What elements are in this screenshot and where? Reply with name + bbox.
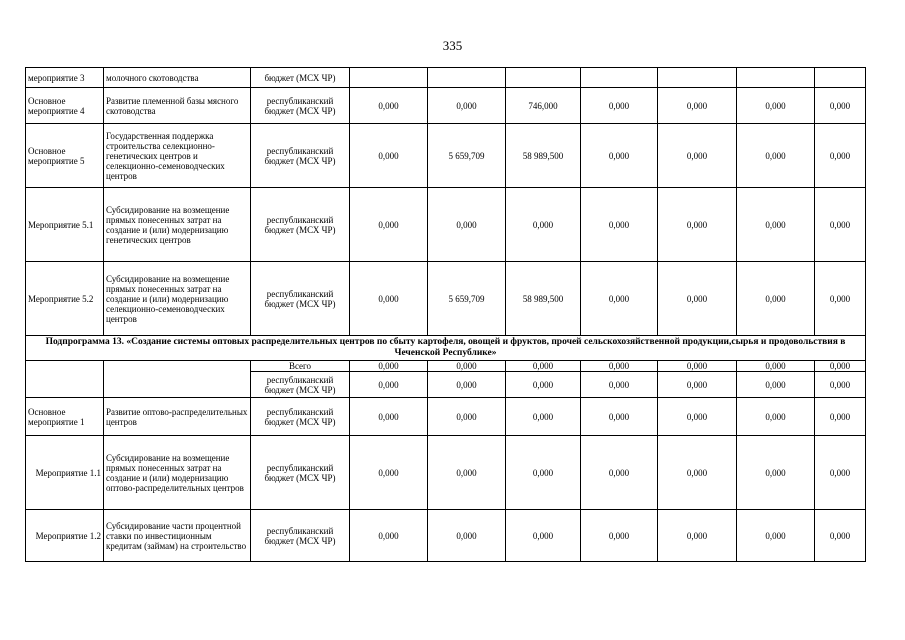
event-description: Субсидирование на возмещение прямых понесенных затрат на создание и (или) модернизацию селекционно-семеноводческих центров [104,262,251,336]
event-description: Субсидирование части процентной ставки по инвестиционным кредитам (займам) на строительство [104,510,251,562]
value-cell: 0,000 [428,361,506,372]
value-cell: 5 659,709 [428,124,506,188]
value-cell: 0,000 [658,398,737,436]
value-cell: 0,000 [581,124,658,188]
value-cell: 0,000 [350,88,428,124]
table-row [26,88,866,124]
value-cell: 0,000 [658,510,737,562]
value-cell: 0,000 [581,188,658,262]
event-name: Мероприятие 5.2 [26,262,104,336]
value-cell: 0,000 [737,124,815,188]
value-cell: 0,000 [737,372,815,398]
value-cell: 5 659,709 [428,262,506,336]
value-cell: 0,000 [350,436,428,510]
event-name: Основное мероприятие 5 [26,124,104,188]
event-name: Основное мероприятие 4 [26,88,104,124]
value-cell: 0,000 [581,262,658,336]
value-cell: 0,000 [815,88,866,124]
event-description: Развитие оптово-распределительных центров [104,398,251,436]
value-cell: 0,000 [428,88,506,124]
value-cell: 0,000 [737,510,815,562]
value-cell: 0,000 [737,361,815,372]
value-cell: 0,000 [506,372,581,398]
value-cell: 0,000 [737,88,815,124]
value-cell: 0,000 [815,124,866,188]
table-row [26,124,866,188]
value-cell: 58 989,500 [506,262,581,336]
value-cell: 0,000 [428,510,506,562]
value-cell: 0,000 [506,188,581,262]
event-name: Мероприятие 1.1 [26,436,104,510]
funding-source: Всего [251,361,350,372]
page-number: 335 [442,38,463,53]
value-cell [737,68,815,88]
value-cell: 0,000 [737,398,815,436]
value-cell: 0,000 [350,188,428,262]
funding-source: республиканский бюджет (МСХ ЧР) [251,436,350,510]
table-row [26,262,866,336]
value-cell: 0,000 [815,510,866,562]
value-cell: 0,000 [428,372,506,398]
event-description: Субсидирование на возмещение прямых понесенных затрат на создание и (или) модернизацию генетических центров [104,188,251,262]
value-cell: 0,000 [428,436,506,510]
value-cell: 0,000 [658,436,737,510]
value-cell: 0,000 [581,88,658,124]
value-cell: 746,000 [506,88,581,124]
table-row [26,398,866,436]
value-cell: 0,000 [350,398,428,436]
value-cell [506,68,581,88]
value-cell: 0,000 [506,361,581,372]
value-cell: 0,000 [350,361,428,372]
value-cell: 0,000 [658,372,737,398]
value-cell: 0,000 [815,262,866,336]
subprogram-title-row [26,336,866,361]
value-cell: 0,000 [350,372,428,398]
value-cell: 0,000 [658,124,737,188]
funding-source: республиканский бюджет (МСХ ЧР) [251,372,350,398]
value-cell [350,68,428,88]
empty-cell [26,361,104,398]
event-name: Мероприятие 1.2 [26,510,104,562]
value-cell: 0,000 [506,436,581,510]
value-cell [581,68,658,88]
funding-source: бюджет (МСХ ЧР) [251,68,350,88]
value-cell: 0,000 [737,188,815,262]
funding-source: республиканский бюджет (МСХ ЧР) [251,262,350,336]
funding-source: республиканский бюджет (МСХ ЧР) [251,510,350,562]
value-cell [815,68,866,88]
value-cell: 0,000 [350,124,428,188]
value-cell [428,68,506,88]
value-cell: 0,000 [815,372,866,398]
event-description: Субсидирование на возмещение прямых понесенных затрат на создание и (или) модернизацию оптово-распределительных центров [104,436,251,510]
value-cell: 0,000 [581,436,658,510]
value-cell: 0,000 [506,398,581,436]
value-cell: 0,000 [737,262,815,336]
value-cell: 0,000 [815,188,866,262]
value-cell: 0,000 [506,510,581,562]
value-cell: 0,000 [581,372,658,398]
funding-source: республиканский бюджет (МСХ ЧР) [251,124,350,188]
table-row [26,436,866,510]
empty-cell [104,361,251,398]
budget-table [25,67,866,562]
value-cell: 58 989,500 [506,124,581,188]
event-name: Мероприятие 5.1 [26,188,104,262]
value-cell: 0,000 [581,361,658,372]
value-cell: 0,000 [581,398,658,436]
value-cell: 0,000 [428,188,506,262]
table-row [26,510,866,562]
value-cell: 0,000 [658,88,737,124]
table-row [26,68,866,88]
value-cell: 0,000 [350,510,428,562]
table-row [26,188,866,262]
value-cell: 0,000 [658,262,737,336]
funding-source: республиканский бюджет (МСХ ЧР) [251,398,350,436]
event-description: молочного скотоводства [104,68,251,88]
value-cell: 0,000 [815,398,866,436]
funding-source: республиканский бюджет (МСХ ЧР) [251,188,350,262]
value-cell: 0,000 [350,262,428,336]
event-description: Государственная поддержка строительства селекционно-генетических центров и селекционно-семеноводческих центров [104,124,251,188]
subprogram-total-row [26,361,866,372]
event-name: мероприятие 3 [26,68,104,88]
value-cell [658,68,737,88]
value-cell: 0,000 [658,188,737,262]
value-cell: 0,000 [737,436,815,510]
value-cell: 0,000 [815,436,866,510]
value-cell: 0,000 [581,510,658,562]
subprogram-title: Подпрограмма 13. «Создание системы оптовых распределительных центров по сбыту картофеля, овощей и фруктов, прочей сельскохозяйственной продукции,сырья и продовольствия в Чеченской Республике» [26,336,866,361]
funding-source: республиканский бюджет (МСХ ЧР) [251,88,350,124]
event-description: Развитие племенной базы мясного скотоводства [104,88,251,124]
value-cell: 0,000 [815,361,866,372]
value-cell: 0,000 [428,398,506,436]
event-name: Основное мероприятие 1 [26,398,104,436]
value-cell: 0,000 [658,361,737,372]
